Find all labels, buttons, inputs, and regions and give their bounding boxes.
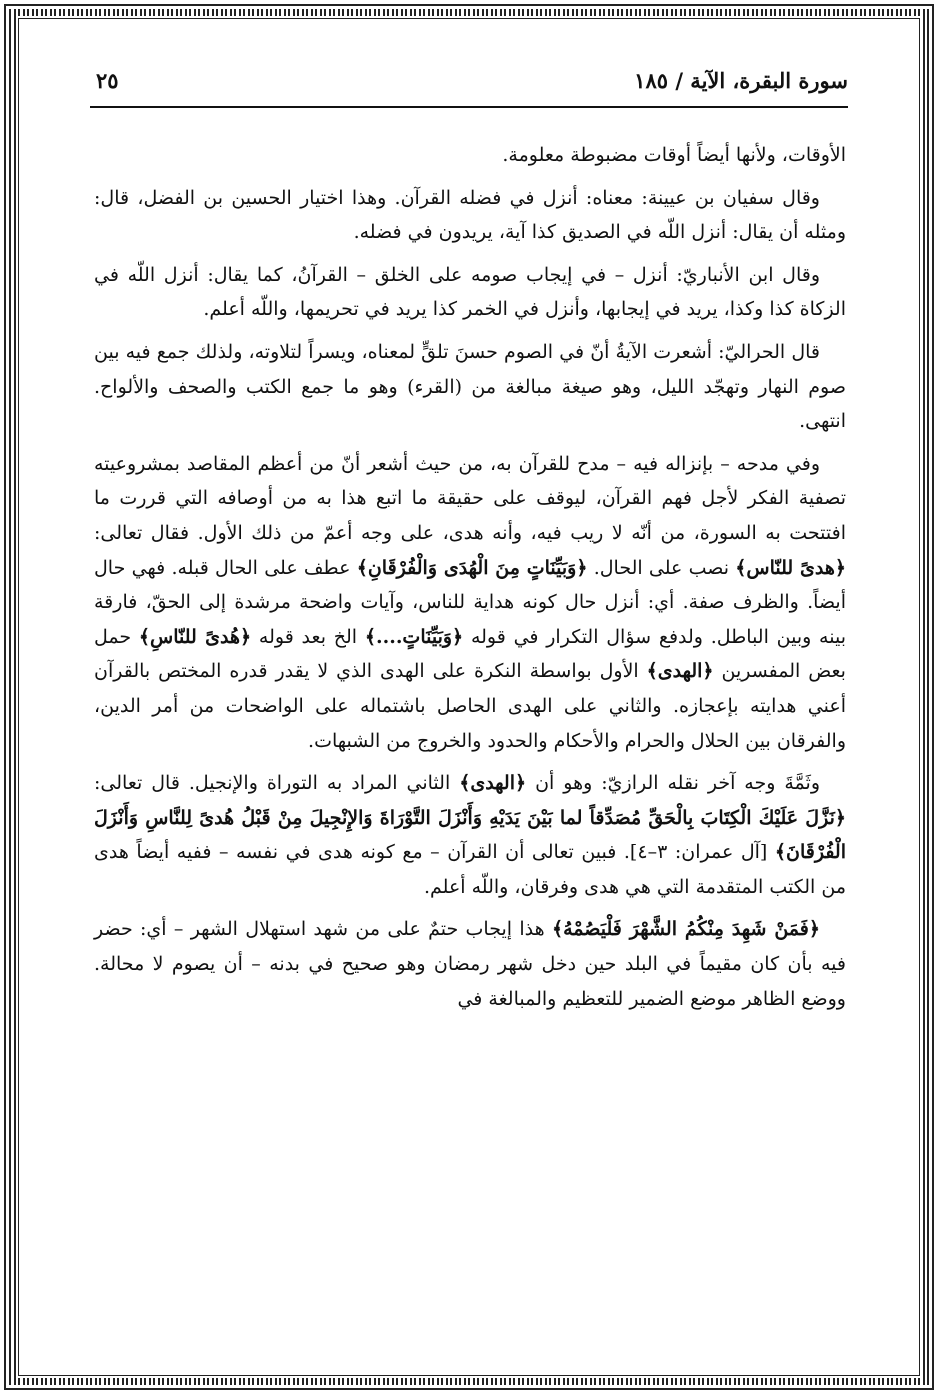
- text-run: وقال ابن الأنباريّ: أنزل – في إيجاب صومه على الخلق – القرآنُ، كما يقال: أنزل اللّه في الزكاة كذا وكذا، يريد في إيجابها، وأنزل في الخمر كذا يريد في تحريمها، واللّه أعلم.: [94, 263, 846, 321]
- text-run: وفي مدحه – بإنزاله فيه – مدح للقرآن به، من حيث أشعر أنّ من أعظم المقاصد بمشروعيته تصفية الفكر لأجل فهم القرآن، ليوقف على حقيقة ما اتبع هذا به من أوصافه التي قررت ما افتتحت به السورة، من أنّه لا ريب فيه، وأنه هدى، على وجه أعمّ من ذلك الأول. فقال تعالى:: [94, 452, 847, 544]
- quran-quote: ﴿هدىً للنّاس﴾: [735, 556, 846, 579]
- paragraph-7: [94, 912, 846, 1016]
- quran-quote: ﴿الهدى﴾: [459, 772, 527, 795]
- page-number: ٢٥: [96, 68, 119, 93]
- text-run: نصب على الحال.: [587, 556, 736, 579]
- text-run: الخ بعد قوله: [251, 625, 365, 648]
- text-run: قال الحراليّ: أشعرت الآيةُ أنّ في الصوم حسنَ تلقٍّ لمعناه، ويسراً لتلاوته، ولذلك جمع فيه بين صوم النهار وتهجّد الليل، وهو صيغة مبالغة من (القرء) وهو ما جمع الكتب والصحف والألواح. انتهى.: [94, 340, 846, 433]
- text-run: هذا إيجاب حتمٌ على من شهد استهلال الشهر – أي: حضر فيه بأن كان مقيماً في البلد حين دخل شهر رمضان وهو صحيح في بدنه – أن يصوم لا محالة. ووضع الظاهر موضع الضمير للتعظيم والمبالغة في: [94, 918, 846, 1010]
- text-run: [آل عمران: ٣–٤]. فبين تعالى أن القرآن – مع كونه هدى في نفسه – ففيه أيضاً هدى من الكتب المتقدمة التي هي هدى وفرقان، واللّه أعلم.: [94, 841, 846, 898]
- paragraph-2: [94, 181, 846, 250]
- quran-quote: ﴿وَبَيِّنَاتٍ مِنَ الْهُدَى وَالْفُرْقَانِ﴾: [356, 556, 588, 579]
- quran-quote: ﴿نَزَّلَ عَلَيْكَ الْكِتَابَ بِالْحَقِّ مُصَدِّقاً لما بَيْنَ يَدَيْهِ وَأَنْزَلَ التَّوْرَاةَ وَالإِنْجِيلَ مِنْ قَبْلُ هُدىً لِلنَّاسِ وَأَنْزَلَ الْفُرْقَانَ﴾: [94, 806, 846, 864]
- paragraph-3: [94, 258, 846, 327]
- text-run: وقال سفيان بن عيينة: معناه: أنزل في فضله القرآن. وهذا اختيار الحسين بن الفضل، قال: ومثله أن يقال: أنزل اللّه في الصديق كذا آية، يريدون في فضله.: [94, 186, 846, 244]
- paragraph-4: [94, 335, 846, 439]
- paragraph-6: [94, 766, 846, 904]
- paragraph-1: [94, 138, 846, 173]
- text-run: وثَمَّةَ وجه آخر نقله الرازيّ: وهو أن: [526, 772, 821, 795]
- text-run: عطف على الحال قبله. فهي حال أيضاً. والظرف صفة. أي: أنزل حال كونه هداية للناس، وآيات واضحة مرشدة إلى الحقّ، فارقة بينه وبين الباطل. ولدفع سؤال التكرار في قوله: [94, 556, 846, 648]
- body-text: [94, 138, 846, 1024]
- paragraph-5: [94, 447, 846, 758]
- quran-quote: ﴿الهدى﴾: [646, 660, 714, 683]
- header-rule: [90, 106, 848, 108]
- text-run: الأول بواسطة النكرة على الهدى الذي لا يقدر قدره المختص بالقرآن أعني هدايته بإعجازه. والثاني على الهدى الحاصل باشتماله على الواضحات من أمر الدين، والفرقان بين الحلال والحرام والأحكام والحدود والخروج من الشبهات.: [94, 660, 846, 752]
- text-run: الأوقات، ولأنها أيضاً أوقات مضبوطة معلومة.: [502, 144, 846, 166]
- text-run: الثاني المراد به التوراة والإنجيل. قال تعالى:: [94, 772, 460, 795]
- running-title: سورة البقرة، الآية / ١٨٥: [634, 68, 848, 93]
- quran-quote: ﴿هُدىً للنّاسِ﴾: [138, 625, 252, 648]
- page-header: [90, 62, 848, 102]
- quran-quote: ﴿وَبَيِّنَاتٍ....﴾: [364, 625, 464, 648]
- quran-quote: ﴿فَمَنْ شَهِدَ مِنْكُمُ الشَّهْرَ فَلْيَصُمْهُ﴾: [551, 918, 820, 941]
- text-run: حمل بعض المفسرين: [94, 625, 846, 683]
